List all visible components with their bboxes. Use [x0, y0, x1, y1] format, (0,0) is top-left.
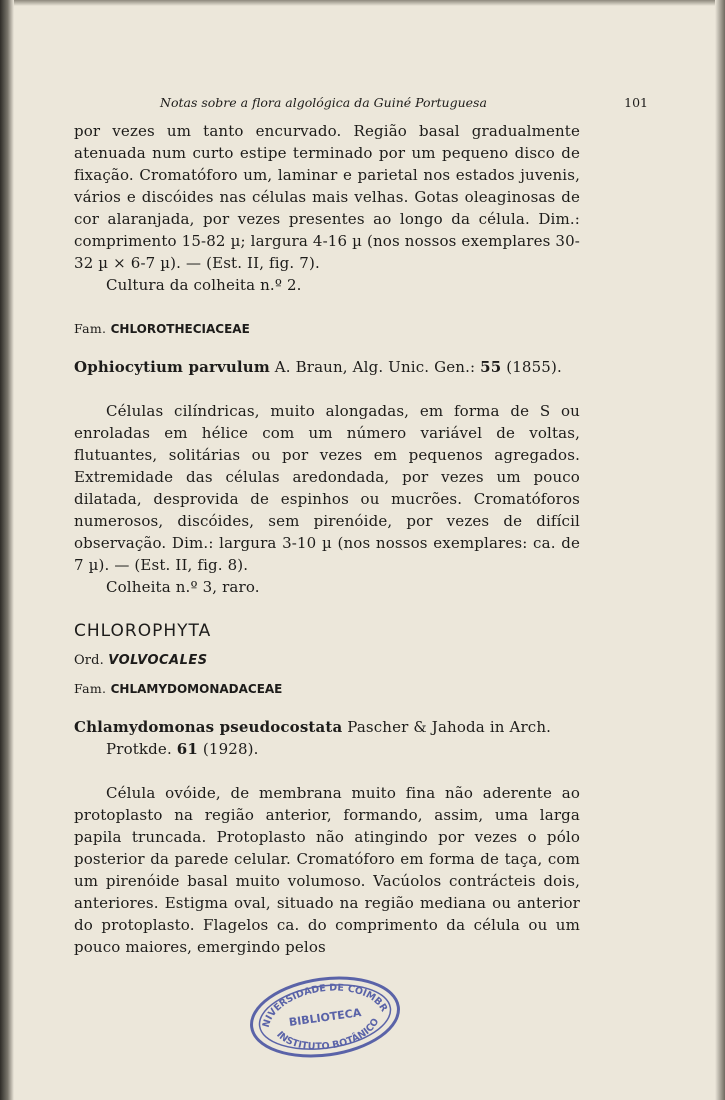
library-stamp	[246, 975, 404, 1059]
stamp-middle-text: BIBLIOTECA	[288, 1005, 363, 1030]
species-name: Ophiocytium parvulum	[74, 358, 270, 376]
running-head-title: Notas sobre a flora algológica da Guiné Portuguesa	[160, 95, 487, 110]
family-name: CHLOROTHECIACEAE	[110, 322, 250, 336]
culture-note: Cultura da colheita n.º 2.	[106, 276, 302, 294]
stamp-bottom-text: INSTITUTO BOTÂNICO	[274, 1016, 382, 1053]
paragraph-continued: por vezes um tanto encurvado. Região basal gradualmente atenuada num curto estipe terminado por um pequeno disco de fixação. Cromatóforo um, laminar e parietal nos estados juvenis, vários e discóides nas células mais velhas. Gotas oleaginosas de cor alaranjada, por vezes presentes ao longo da célula. Dim.: comprimento 15-82 µ; largura 4-16 µ (nos nossos exemplares 30-32 µ × 6-7 µ). — (Est. II, fig. 7).	[74, 122, 580, 272]
species-reference: Pascher & Jahoda in Arch. Protkde.	[106, 718, 552, 758]
species-entry-ophiocytium	[74, 356, 580, 378]
collection-note: Colheita n.º 3, raro.	[106, 578, 260, 596]
species-name: Chlamydomonas pseudocostata	[74, 718, 343, 736]
page-body	[74, 120, 580, 958]
page-number: 101	[624, 95, 648, 110]
family-heading-chlorotheciaceae	[74, 318, 580, 340]
book-gutter-shadow	[0, 0, 14, 1100]
family-heading-chlamydomonadaceae	[74, 678, 580, 700]
species-volume: 55	[480, 358, 502, 376]
family-label: Fam.	[74, 321, 107, 336]
page-right-edge	[715, 0, 725, 1100]
order-name: VOLVOCALES	[108, 653, 208, 668]
description-ophiocytium: Células cilíndricas, muito alongadas, em forma de S ou enroladas em hélice com um número variável de voltas, flutuantes, solitárias ou por vezes em pequenos agregados. Extremidade das células aredondada, por vezes um pouco dilatada, desprovida de espinhos ou mucrões. Cromatóforos numerosos, discóides, sem pirenóide, por vezes de difícil observação. Dim.: largura 3-10 µ (nos nossos exemplares: ca. de 7 µ). — (Est. II, fig. 8).	[74, 402, 580, 574]
division-heading: CHLOROPHYTA	[74, 621, 212, 641]
page-top-edge	[0, 0, 725, 6]
order-heading	[74, 650, 580, 672]
family-name: CHLAMYDOMONADACEAE	[110, 682, 283, 696]
species-year: (1855).	[501, 358, 562, 376]
species-year: (1928).	[197, 740, 259, 758]
species-reference: A. Braun, Alg. Unic. Gen.:	[269, 358, 481, 376]
stamp-top-text: UNIVERSIDADE DE COIMBRA	[260, 982, 390, 1029]
species-entry-chlamydomonas	[74, 716, 580, 760]
species-volume: 61	[176, 740, 198, 758]
description-chlamydomonas: Célula ovóide, de membrana muito fina não aderente ao protoplasto na região anterior, formando, assim, uma larga papila truncada. Protoplasto não atingindo por vezes o pólo posterior da parede celular. Cromatóforo em forma de taça, com um pirenóide basal muito volumoso. Vacúolos contrácteis dois, anteriores. Estigma oval, situado na região mediana ou anterior do protoplasto. Flagelos ca. do comprimento da célula ou um pouco maiores, emergindo pelos	[74, 784, 580, 956]
family-label: Fam.	[74, 681, 107, 696]
order-label: Ord.	[74, 653, 104, 668]
